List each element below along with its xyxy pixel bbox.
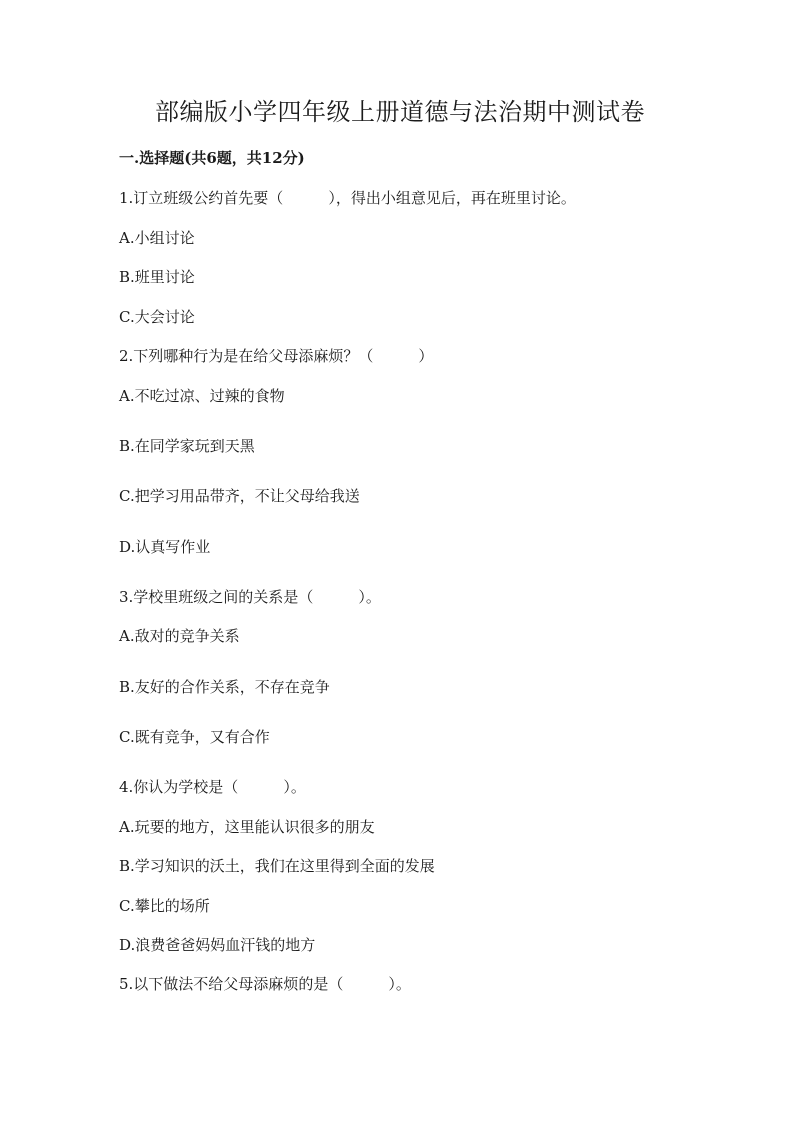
question-1-option-b: B.班里讨论 [119, 268, 195, 286]
question-stem-3: 3.学校里班级之间的关系是（ ）。 [119, 588, 381, 606]
question-1-option-c: C.大会讨论 [119, 308, 195, 326]
question-3-option-b: B.友好的合作关系，不存在竞争 [119, 678, 330, 696]
question-3-option-a: A.敌对的竞争关系 [119, 627, 240, 645]
question-2-option-b: B.在同学家玩到天黑 [119, 437, 255, 455]
question-4-option-b: B.学习知识的沃土，我们在这里得到全面的发展 [119, 857, 435, 875]
question-1-option-a: A.小组讨论 [119, 229, 195, 247]
page-title: 部编版小学四年级上册道德与法治期中测试卷 [155, 98, 645, 126]
question-stem-4: 4.你认为学校是（ ）。 [119, 778, 306, 796]
question-2-option-a: A.不吃过凉、过辣的食物 [119, 387, 285, 405]
question-stem-2: 2.下列哪种行为是在给父母添麻烦？（ ） [119, 347, 434, 365]
question-2-option-c: C.把学习用品带齐，不让父母给我送 [119, 487, 360, 505]
question-4-option-d: D.浪费爸爸妈妈血汗钱的地方 [119, 936, 316, 954]
question-3-option-c: C.既有竞争，又有合作 [119, 728, 270, 746]
question-stem-5: 5.以下做法不给父母添麻烦的是（ ）。 [119, 975, 411, 993]
question-4-option-c: C.攀比的场所 [119, 897, 210, 915]
section-heading: 一.选择题(共6题，共12分) [119, 149, 305, 167]
question-stem-1: 1.订立班级公约首先要（ ），得出小组意见后，再在班里讨论。 [119, 189, 576, 207]
question-2-option-d: D.认真写作业 [119, 538, 211, 556]
question-4-option-a: A.玩要的地方，这里能认识很多的朋友 [119, 818, 375, 836]
